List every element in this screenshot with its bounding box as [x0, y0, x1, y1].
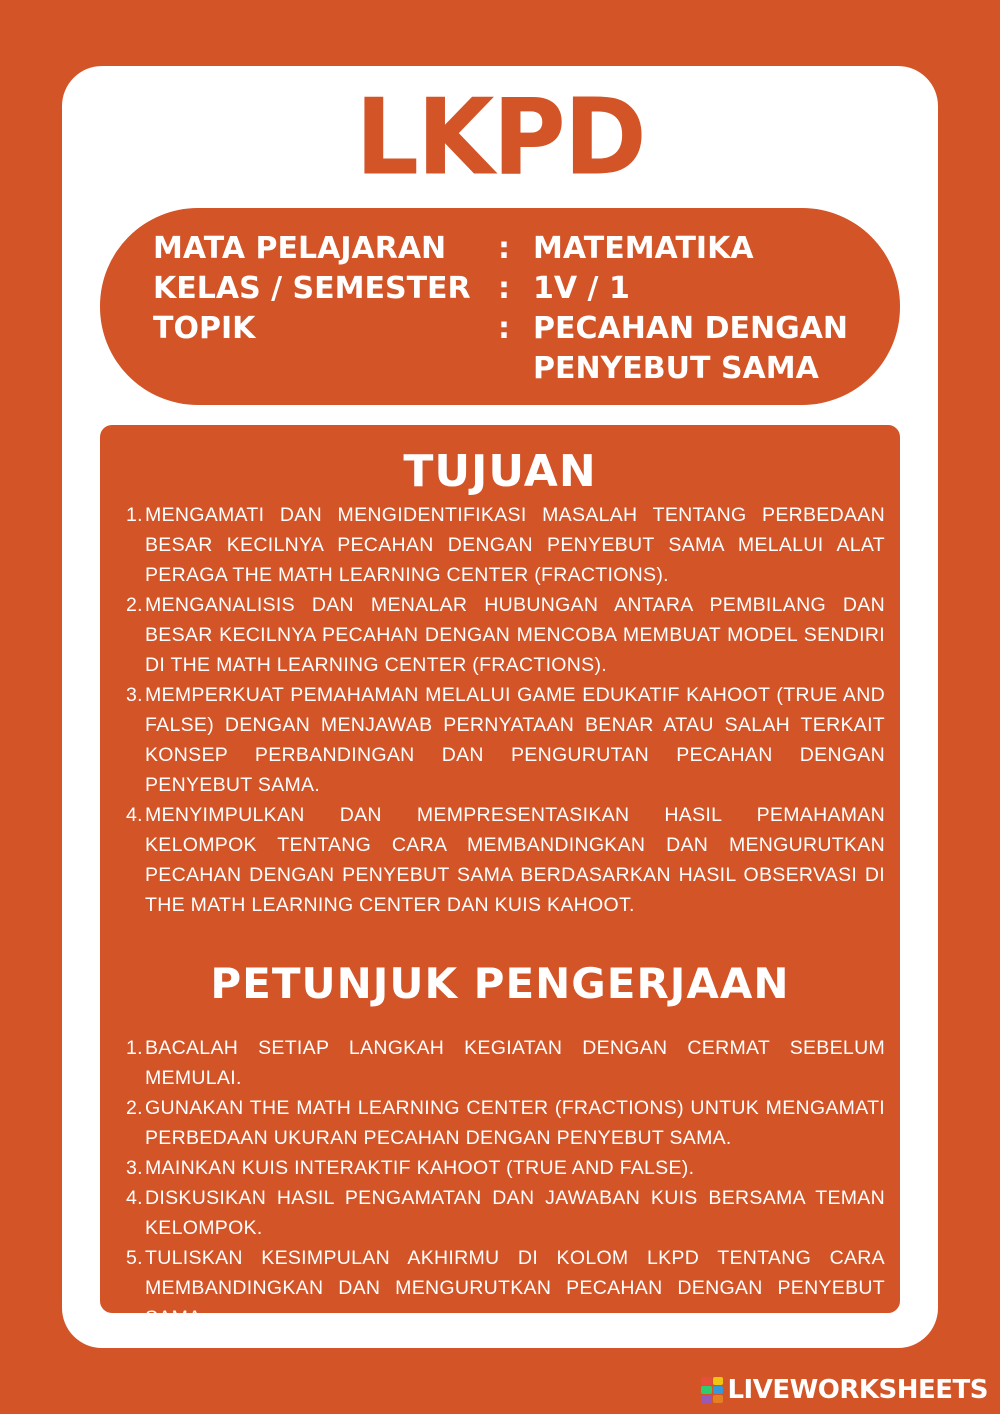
- list-number: 2.: [126, 594, 143, 616]
- list-text: BACALAH SETIAP LANGKAH KEGIATAN DENGAN CERMAT SEBELUM MEMULAI.: [145, 1037, 885, 1089]
- list-text: MEMPERKUAT PEMAHAMAN MELALUI GAME EDUKATIF KAHOOT (TRUE AND FALSE) DENGAN MENJAWAB PERNYATAAN BENAR ATAU SALAH TERKAIT KONSEP PERBANDINGAN DAN PENGURUTAN PECAHAN DENGAN PENYEBUT SAMA.: [145, 684, 885, 796]
- petunjuk-title: PETUNJUK PENGERJAAN: [210, 959, 790, 1008]
- list-text: MENGANALISIS DAN MENALAR HUBUNGAN ANTARA PEMBILANG DAN BESAR KECILNYA PECAHAN DENGAN MENCOBA MEMBUAT MODEL SENDIRI DI THE MATH LEARNING CENTER (FRACTIONS).: [145, 594, 885, 676]
- tujuan-title: TUJUAN: [403, 446, 597, 497]
- info-value: MATEMATIKA: [533, 231, 754, 266]
- list-number: 5.: [126, 1247, 143, 1269]
- list-number: 4.: [126, 804, 143, 826]
- info-value: PENYEBUT SAMA: [533, 351, 819, 386]
- info-value: PECAHAN DENGAN: [533, 311, 849, 346]
- logo-block: [713, 1395, 724, 1403]
- content-box: [100, 425, 900, 1329]
- liveworksheets-logo-icon: [701, 1377, 723, 1403]
- info-panel: [100, 208, 900, 405]
- info-separator: :: [498, 271, 510, 306]
- list-text: TULISKAN KESIMPULAN AKHIRMU DI KOLOM LKPD TENTANG CARA MEMBANDINGKAN DAN MENGURUTKAN PECAHAN DENGAN PENYEBUT SAMA.: [145, 1247, 885, 1329]
- logo-block: [713, 1386, 724, 1394]
- list-text: MAINKAN KUIS INTERAKTIF KAHOOT (TRUE AND FALSE).: [145, 1157, 695, 1179]
- logo-block: [701, 1395, 712, 1403]
- list-item: [100, 500, 885, 590]
- list-item: [100, 1033, 885, 1093]
- list-number: 3.: [126, 1157, 143, 1179]
- list-item: [100, 680, 885, 800]
- list-number: 4.: [126, 1187, 143, 1209]
- list-text: GUNAKAN THE MATH LEARNING CENTER (FRACTIONS) UNTUK MENGAMATI PERBEDAAN UKURAN PECAHAN DENGAN PENYEBUT SAMA.: [145, 1097, 885, 1149]
- liveworksheets-brand[interactable]: [701, 1374, 988, 1406]
- tujuan-list: [100, 500, 885, 920]
- logo-block: [713, 1377, 724, 1385]
- page-title: LKPD: [355, 76, 645, 199]
- list-item: [100, 1153, 885, 1183]
- list-item: [100, 1093, 885, 1153]
- info-separator: :: [498, 231, 510, 266]
- list-text: MENYIMPULKAN DAN MEMPRESENTASIKAN HASIL PEMAHAMAN KELOMPOK TENTANG CARA MEMBANDINGKAN DAN MENGURUTKAN PECAHAN DENGAN PENYEBUT SAMA BERDASARKAN HASIL OBSERVASI DI THE MATH LEARNING CENTER DAN KUIS KAHOOT.: [145, 804, 885, 916]
- list-item: [100, 800, 885, 920]
- list-number: 2.: [126, 1097, 143, 1119]
- info-label: TOPIK: [153, 311, 256, 346]
- list-text: MENGAMATI DAN MENGIDENTIFIKASI MASALAH TENTANG PERBEDAAN BESAR KECILNYA PECAHAN DENGAN PENYEBUT SAMA MELALUI ALAT PERAGA THE MATH LEARNING CENTER (FRACTIONS).: [145, 504, 885, 586]
- list-number: 1.: [126, 1037, 143, 1059]
- list-item: [100, 590, 885, 680]
- list-text: DISKUSIKAN HASIL PENGAMATAN DAN JAWABAN KUIS BERSAMA TEMAN KELOMPOK.: [145, 1187, 885, 1239]
- logo-block: [701, 1386, 712, 1394]
- brand-text: LIVEWORKSHEETS: [727, 1375, 988, 1405]
- info-label: MATA PELAJARAN: [153, 231, 447, 266]
- list-item: [100, 1243, 885, 1333]
- list-number: 3.: [126, 684, 143, 706]
- list-item: [100, 1183, 885, 1243]
- logo-block: [701, 1377, 712, 1385]
- list-number: 1.: [126, 504, 143, 526]
- info-value: 1V / 1: [533, 271, 630, 306]
- info-label: KELAS / SEMESTER: [153, 271, 471, 306]
- info-separator: :: [498, 311, 510, 346]
- petunjuk-list: [100, 1033, 885, 1333]
